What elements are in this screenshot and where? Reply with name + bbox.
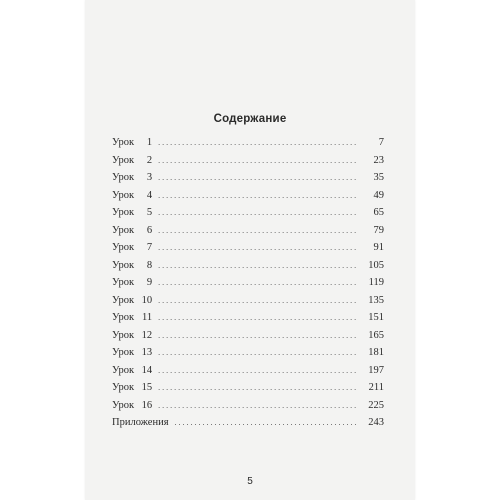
dot-leader xyxy=(158,313,357,322)
dot-leader xyxy=(175,418,357,427)
lesson-number: 16 xyxy=(141,399,153,411)
toc-label xyxy=(112,242,152,253)
lesson-word: Урок xyxy=(112,224,135,236)
page-title: Содержание xyxy=(213,113,287,125)
page-reference: 105 xyxy=(368,259,384,271)
page-reference: 49 xyxy=(373,189,384,201)
lesson-word: Урок xyxy=(112,294,135,306)
dot-leader xyxy=(158,366,357,375)
lesson-word: Урок xyxy=(112,154,135,166)
toc-label xyxy=(112,277,152,288)
toc-label xyxy=(112,347,152,358)
toc-label xyxy=(112,260,152,271)
lesson-number: 6 xyxy=(146,224,153,236)
page-reference: 225 xyxy=(368,399,384,411)
toc-entry-lesson-1 xyxy=(112,137,384,155)
dot-leader xyxy=(158,138,357,147)
dot-leader xyxy=(158,173,357,182)
toc-entry-lesson-11 xyxy=(112,312,384,330)
lesson-word: Урок xyxy=(112,259,135,271)
lesson-number: 7 xyxy=(146,242,153,253)
toc-entry-lesson-2 xyxy=(112,155,384,173)
lesson-number: 4 xyxy=(146,189,153,201)
toc-entry-lesson-10 xyxy=(112,295,384,313)
lesson-word: Урок xyxy=(112,347,135,358)
lesson-number: 13 xyxy=(141,347,153,358)
page-reference: 151 xyxy=(368,312,384,323)
lesson-word: Урок xyxy=(112,364,135,376)
lesson-word: Урок xyxy=(112,277,135,288)
toc-label xyxy=(112,155,152,166)
toc-entry-lesson-16 xyxy=(112,400,384,418)
page-reference: 243 xyxy=(368,417,384,428)
lesson-number: 8 xyxy=(146,259,153,271)
appendix-label: Приложения xyxy=(112,417,169,428)
toc-label xyxy=(112,382,152,393)
lesson-word: Урок xyxy=(112,137,135,148)
page-reference: 197 xyxy=(368,364,384,376)
dot-leader xyxy=(158,296,357,305)
toc-label xyxy=(112,400,152,411)
dot-leader xyxy=(158,348,357,357)
lesson-number: 10 xyxy=(141,294,153,306)
toc-entry-lesson-7 xyxy=(112,242,384,260)
lesson-number: 12 xyxy=(141,329,153,341)
page-reference: 7 xyxy=(378,137,384,148)
toc-label xyxy=(112,330,152,341)
page-number: 5 xyxy=(247,476,253,487)
lesson-word: Урок xyxy=(112,189,135,201)
lesson-word: Урок xyxy=(112,312,135,323)
dot-leader xyxy=(158,331,357,340)
toc-entry-lesson-8 xyxy=(112,260,384,278)
toc-label xyxy=(112,207,152,218)
toc-label xyxy=(112,190,152,201)
lesson-number: 2 xyxy=(146,154,153,166)
toc-entry-lesson-13 xyxy=(112,347,384,365)
page-reference: 165 xyxy=(368,329,384,341)
lesson-word: Урок xyxy=(112,329,135,341)
lesson-number: 11 xyxy=(142,312,153,323)
toc-entry-lesson-3 xyxy=(112,172,384,190)
page-reference: 211 xyxy=(368,382,384,393)
toc-label xyxy=(112,295,152,306)
dot-leader xyxy=(158,278,357,287)
toc-entry-lesson-12 xyxy=(112,330,384,348)
lesson-number: 3 xyxy=(146,172,153,183)
toc-label xyxy=(112,312,152,323)
lesson-number: 14 xyxy=(141,364,153,376)
toc-entry-lesson-5 xyxy=(112,207,384,225)
toc-label xyxy=(112,365,152,376)
toc-entry-appendix xyxy=(112,417,384,435)
dot-leader xyxy=(158,226,357,235)
page-reference: 119 xyxy=(368,277,384,288)
page-reference: 65 xyxy=(373,207,384,218)
page-reference: 79 xyxy=(373,224,384,236)
lesson-number: 9 xyxy=(146,277,153,288)
dot-leader xyxy=(158,401,357,410)
lesson-number: 15 xyxy=(141,382,153,393)
toc-entry-lesson-14 xyxy=(112,365,384,383)
dot-leader xyxy=(158,208,357,217)
toc-entry-lesson-9 xyxy=(112,277,384,295)
dot-leader xyxy=(158,261,357,270)
lesson-word: Урок xyxy=(112,242,135,253)
dot-leader xyxy=(158,191,357,200)
page-reference: 23 xyxy=(373,154,384,166)
table-of-contents xyxy=(112,137,384,435)
page-reference: 35 xyxy=(373,172,384,183)
page-reference: 181 xyxy=(368,347,384,358)
toc-label xyxy=(112,137,152,148)
lesson-word: Урок xyxy=(112,172,135,183)
dot-leader xyxy=(158,243,357,252)
page-reference: 135 xyxy=(368,294,384,306)
dot-leader xyxy=(158,383,357,392)
toc-entry-lesson-6 xyxy=(112,225,384,243)
toc-label xyxy=(112,225,152,236)
lesson-word: Урок xyxy=(112,382,135,393)
lesson-word: Урок xyxy=(112,207,135,218)
lesson-word: Урок xyxy=(112,399,135,411)
lesson-number: 5 xyxy=(146,207,153,218)
lesson-number: 1 xyxy=(146,137,153,148)
toc-label xyxy=(112,172,152,183)
page-reference: 91 xyxy=(373,242,384,253)
toc-entry-lesson-4 xyxy=(112,190,384,208)
dot-leader xyxy=(158,156,357,165)
toc-entry-lesson-15 xyxy=(112,382,384,400)
book-page xyxy=(85,0,415,500)
